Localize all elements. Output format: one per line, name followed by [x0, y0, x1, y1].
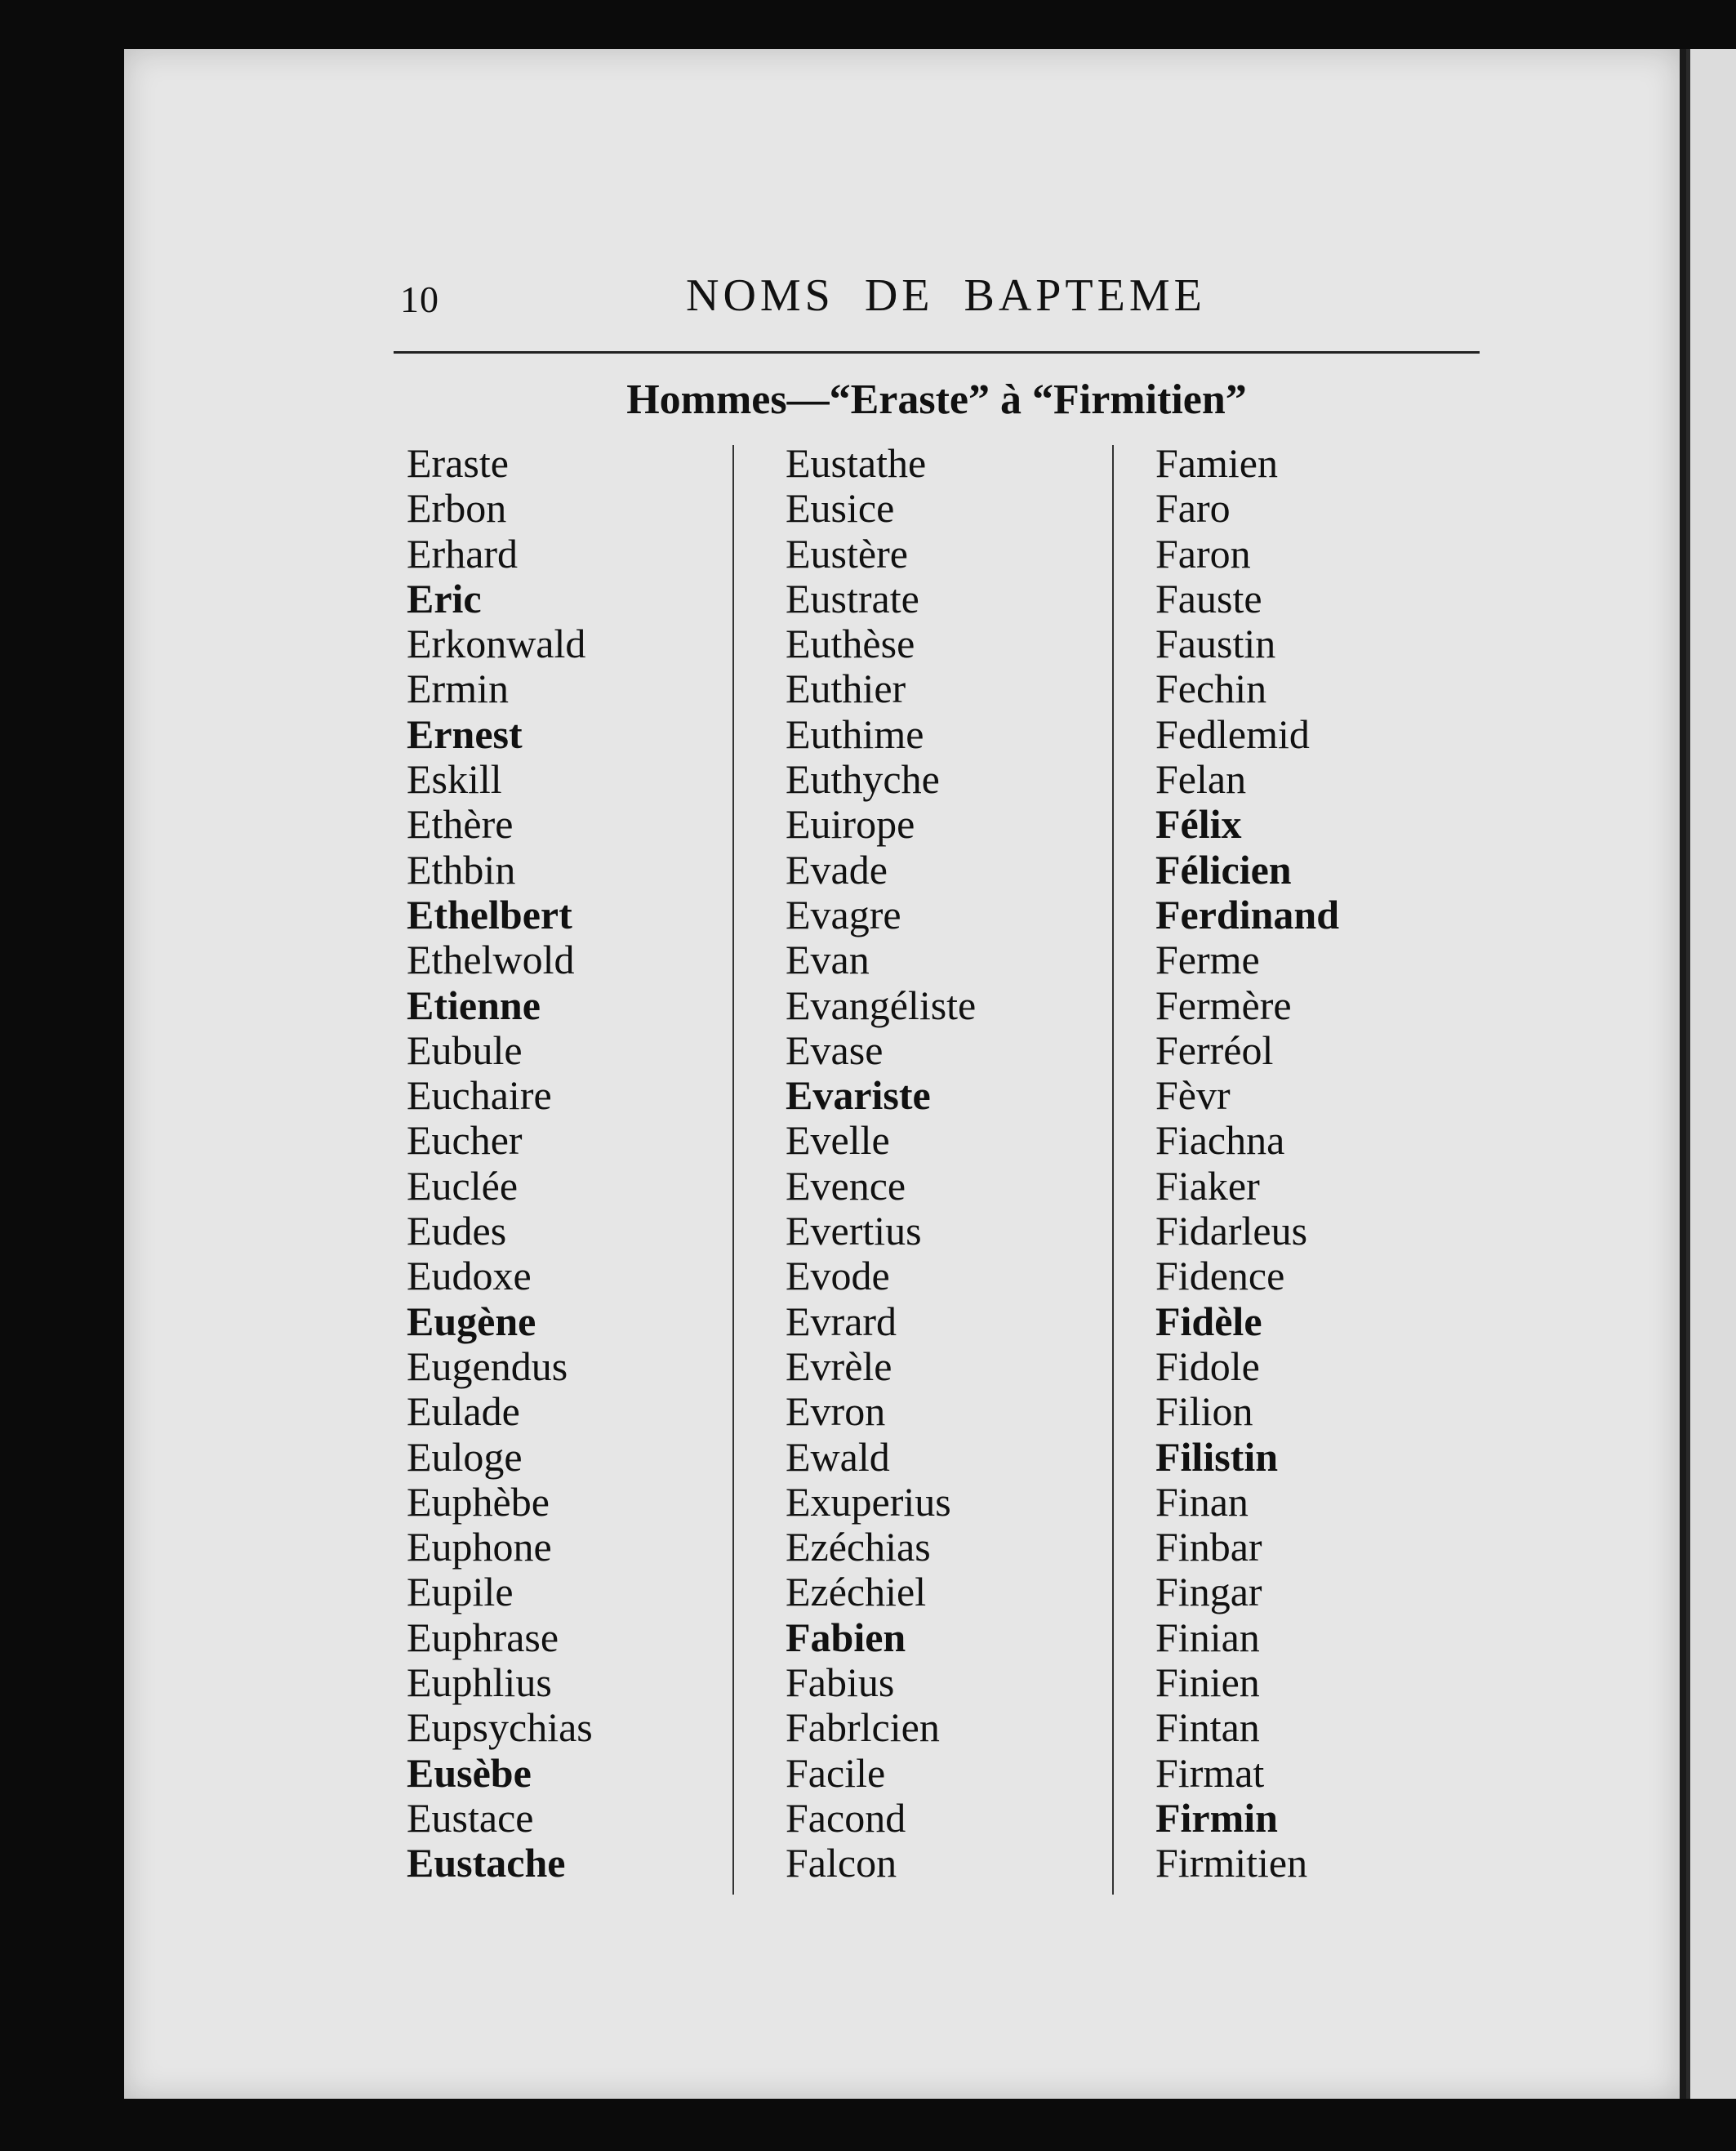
name-entry: Facile [786, 1749, 886, 1796]
name-entry: Félicien [1155, 846, 1292, 893]
name-entry: Evangéliste [786, 982, 977, 1028]
name-entry: Ferme [1155, 937, 1260, 983]
name-entry: Faustin [1155, 621, 1276, 667]
name-entry: Evan [786, 937, 870, 983]
name-entry: Fèvr [1155, 1072, 1231, 1119]
name-entry: Euphone [407, 1524, 552, 1570]
name-entry: Evence [786, 1162, 906, 1209]
name-entry: Fabrlcien [786, 1704, 940, 1751]
name-entry: Euthier [786, 666, 906, 712]
name-entry: Fidarleus [1155, 1208, 1308, 1254]
name-entry: Ezéchias [786, 1524, 931, 1570]
name-entry: Fidence [1155, 1253, 1285, 1299]
running-title: NOMS DE BAPTEME [686, 270, 1206, 321]
name-entry: Eubule [407, 1027, 523, 1073]
name-entry: Eucher [407, 1117, 523, 1164]
name-entry: Eudoxe [407, 1253, 532, 1299]
name-entry: Fauste [1155, 575, 1262, 621]
name-entry: Eugendus [407, 1343, 568, 1389]
name-entry: Fedlemid [1155, 710, 1310, 757]
name-entry: Fechin [1155, 666, 1267, 712]
name-entry: Fiachna [1155, 1117, 1285, 1164]
name-entry: Filion [1155, 1388, 1253, 1435]
name-column-3 [1155, 441, 1339, 1886]
name-entry: Eulade [407, 1388, 520, 1435]
name-entry: Eskill [407, 756, 502, 803]
name-entry: Euloge [407, 1433, 523, 1480]
name-entry: Felan [1155, 756, 1247, 803]
name-entry: Famien [1155, 440, 1278, 486]
name-entry: Evrèle [786, 1343, 892, 1389]
name-entry: Evertius [786, 1208, 922, 1254]
name-entry: Evelle [786, 1117, 890, 1164]
name-column-1 [407, 441, 593, 1886]
column-divider [1112, 445, 1114, 1895]
name-entry: Eugène [407, 1298, 536, 1344]
name-entry: Eraste [407, 440, 509, 486]
name-entry: Ermin [407, 666, 509, 712]
name-entry: Firmat [1155, 1749, 1265, 1796]
name-entry: Euphrase [407, 1614, 559, 1660]
page-number: 10 [400, 278, 439, 320]
name-entry: Eupsychias [407, 1704, 593, 1751]
name-entry: Erbon [407, 485, 507, 532]
name-entry: Eric [407, 575, 482, 621]
book-gutter [1686, 49, 1690, 2099]
name-entry: Ferréol [1155, 1027, 1274, 1073]
facing-page-edge [1686, 49, 1736, 2099]
name-entry: Fintan [1155, 1704, 1260, 1751]
name-entry: Eustrate [786, 575, 919, 621]
name-entry: Ethelwold [407, 937, 575, 983]
name-entry: Fermère [1155, 982, 1292, 1028]
name-entry: Firmitien [1155, 1840, 1308, 1886]
name-entry: Fabius [786, 1659, 895, 1706]
name-entry: Eusice [786, 485, 895, 532]
name-entry: Euthyche [786, 756, 940, 803]
name-entry: Evariste [786, 1072, 931, 1119]
name-entry: Fidole [1155, 1343, 1260, 1389]
name-entry: Ewald [786, 1433, 890, 1480]
column-divider [732, 445, 734, 1895]
name-entry: Euphèbe [407, 1478, 550, 1525]
name-entry: Finan [1155, 1478, 1249, 1525]
name-entry: Evode [786, 1253, 890, 1299]
name-entry: Fidèle [1155, 1298, 1262, 1344]
name-entry: Eudes [407, 1208, 507, 1254]
name-entry: Eupile [407, 1569, 514, 1615]
name-entry: Eustère [786, 530, 908, 577]
name-entry: Ethelbert [407, 891, 572, 937]
name-entry: Etienne [407, 982, 541, 1028]
name-entry: Eustace [407, 1794, 534, 1841]
name-entry: Evase [786, 1027, 884, 1073]
name-entry: Evron [786, 1388, 886, 1435]
name-entry: Ethbin [407, 846, 516, 893]
name-entry: Eustathe [786, 440, 927, 486]
name-column-2 [786, 441, 976, 1886]
name-entry: Fiaker [1155, 1162, 1260, 1209]
name-entry: Erkonwald [407, 621, 586, 667]
name-entry: Eusèbe [407, 1749, 532, 1796]
name-entry: Euchaire [407, 1072, 552, 1119]
header-rule [394, 351, 1480, 354]
name-entry: Félix [1155, 801, 1242, 848]
name-entry: Ferdinand [1155, 891, 1340, 937]
name-entry: Firmin [1155, 1794, 1278, 1841]
name-entry: Finien [1155, 1659, 1260, 1706]
name-entry: Euirope [786, 801, 915, 848]
name-entry: Faro [1155, 485, 1231, 532]
name-entry: Fabien [786, 1614, 906, 1660]
name-entry: Evade [786, 846, 888, 893]
name-entry: Euthime [786, 710, 924, 757]
name-entry: Finian [1155, 1614, 1260, 1660]
name-entry: Facond [786, 1794, 906, 1841]
name-entry: Erhard [407, 530, 519, 577]
section-heading: Hommes—“Eraste” à “Firmitien” [626, 376, 1247, 423]
name-entry: Falcon [786, 1840, 897, 1886]
name-entry: Evrard [786, 1298, 897, 1344]
name-entry: Euphlius [407, 1659, 552, 1706]
name-entry: Ernest [407, 710, 523, 757]
name-entry: Finbar [1155, 1524, 1262, 1570]
name-entry: Euthèse [786, 621, 915, 667]
name-entry: Ezéchiel [786, 1569, 927, 1615]
page-edge [1680, 49, 1686, 2099]
name-entry: Evagre [786, 891, 901, 937]
name-entry: Fingar [1155, 1569, 1262, 1615]
name-entry: Filistin [1155, 1433, 1279, 1480]
name-entry: Ethère [407, 801, 514, 848]
name-entry: Exuperius [786, 1478, 951, 1525]
name-entry: Euclée [407, 1162, 519, 1209]
name-entry: Eustache [407, 1840, 566, 1886]
name-entry: Faron [1155, 530, 1251, 577]
